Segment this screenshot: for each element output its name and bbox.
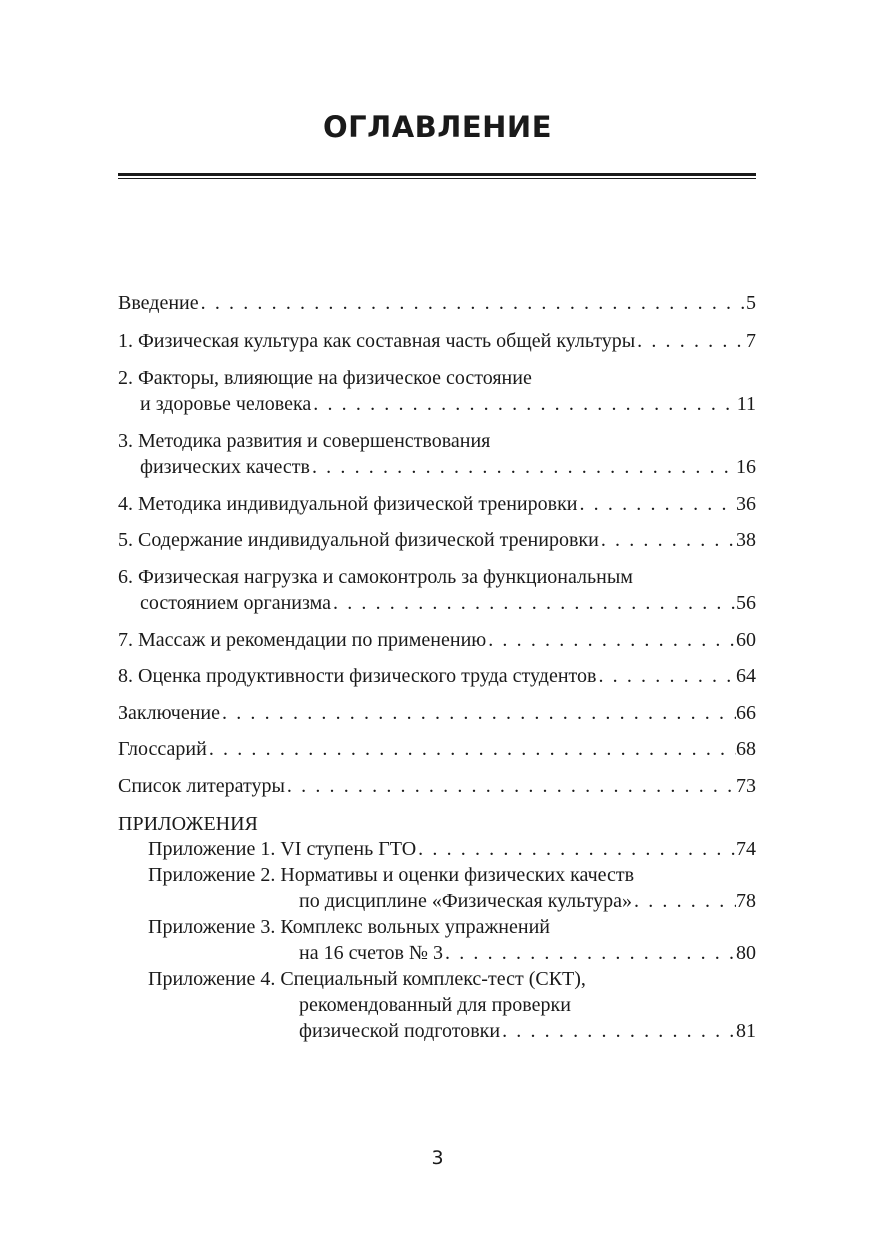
dot-leader [285,773,736,799]
dot-leader [331,590,736,616]
toc-entry-ch1[interactable] [118,328,756,354]
toc-entry-text-cont: физических качеств [140,456,310,478]
toc-page-number: 81 [736,1020,756,1042]
toc-entry-text-cont: и здоровье человека [140,393,312,415]
toc-page-number: 11 [736,393,756,415]
toc-entry-text: Приложение 3. Комплекс вольных упражнений [148,916,550,938]
toc-entry-app2[interactable] [148,862,756,914]
toc-page-number: 7 [746,330,756,352]
toc-entry-app1[interactable] [148,836,756,862]
toc-page-number: 66 [736,702,756,724]
toc-page-number: 74 [736,838,756,860]
title-rule-thin [118,178,756,179]
toc-entry-text: 7. Массаж и рекомендации по применению [118,629,487,651]
toc-entry-conclusion[interactable] [118,700,756,726]
dot-leader [596,663,736,689]
toc-entry-text: Приложение 4. Специальный комплекс-тест (СКТ), [148,968,586,990]
toc-page-number: 38 [736,529,756,551]
toc-page-number: 80 [736,942,756,964]
toc-entry-text: Список литературы [118,775,285,797]
toc-entry-text: 3. Методика развития и совершенствования [118,430,491,452]
toc-entry-text: 4. Методика индивидуальной физической тренировки [118,493,578,515]
toc-entry-text-cont: состоянием организма [140,592,331,614]
toc-page-number: 64 [736,665,756,687]
page-number: 3 [431,1147,444,1169]
toc-entry-ch2[interactable] [118,365,756,417]
toc-entry-text: 2. Факторы, влияющие на физическое состояние [118,367,532,389]
toc-entry-text: 8. Оценка продуктивности физического труда студентов [118,665,597,687]
toc-entry-ch6[interactable] [118,564,756,616]
dot-leader [577,491,736,517]
page-title: ОГЛАВЛЕНИЕ [322,110,552,144]
toc-entry-references[interactable] [118,773,756,799]
dot-leader [207,736,736,762]
title-rule-thick [118,173,756,176]
appendices-heading: ПРИЛОЖЕНИЯ [118,813,258,835]
toc-page-number: 73 [736,775,756,797]
toc-entry-app4[interactable] [148,966,756,1044]
toc-page-number: 56 [736,592,756,614]
toc-entry-text-cont: на 16 счетов № 3 [299,942,443,964]
dot-leader [443,940,736,966]
toc-entry-ch4[interactable] [118,491,756,517]
toc-entry-app3[interactable] [148,914,756,966]
dot-leader [220,700,736,726]
dot-leader [500,1018,736,1044]
toc-entry-text: 5. Содержание индивидуальной физической тренировки [118,529,599,551]
toc-entry-ch3[interactable] [118,428,756,480]
toc-entry-ch7[interactable] [118,627,756,653]
toc-entry-text-cont: рекомендованный для проверки [299,994,571,1016]
dot-leader [599,527,736,553]
toc-page-number: 5 [746,292,756,314]
toc-page-number: 68 [736,738,756,760]
toc-entry-text-cont: по дисциплине «Физическая культура» [299,890,632,912]
dot-leader [632,888,736,914]
dot-leader [416,836,736,862]
toc-entry-glossary[interactable] [118,736,756,762]
toc-page-number: 60 [736,629,756,651]
toc-entry-text-cont: физической подготовки [299,1020,501,1042]
toc-page-number: 16 [736,456,756,478]
toc-page-number: 36 [736,493,756,515]
dot-leader [311,391,736,417]
toc-entry-ch8[interactable] [118,663,756,689]
toc-entry-text: Приложение 1. VI ступень ГТО [148,838,417,860]
toc-entry-text: 6. Физическая нагрузка и самоконтроль за функциональным [118,566,633,588]
toc-entry-text: Приложение 2. Нормативы и оценки физических качеств [148,864,635,886]
toc-entry-text: 1. Физическая культура как составная часть общей культуры [118,330,636,352]
toc-entry-text: Глоссарий [118,738,207,760]
toc-page-number: 78 [736,890,756,912]
toc-entry-ch5[interactable] [118,527,756,553]
toc-entry-text: Введение [118,292,199,314]
dot-leader [635,328,746,354]
dot-leader [199,290,746,316]
toc-entry-text: Заключение [118,702,220,724]
toc-appendices-heading [118,811,756,837]
dot-leader [310,454,736,480]
toc-entry-intro[interactable] [118,290,756,316]
dot-leader [486,627,736,653]
